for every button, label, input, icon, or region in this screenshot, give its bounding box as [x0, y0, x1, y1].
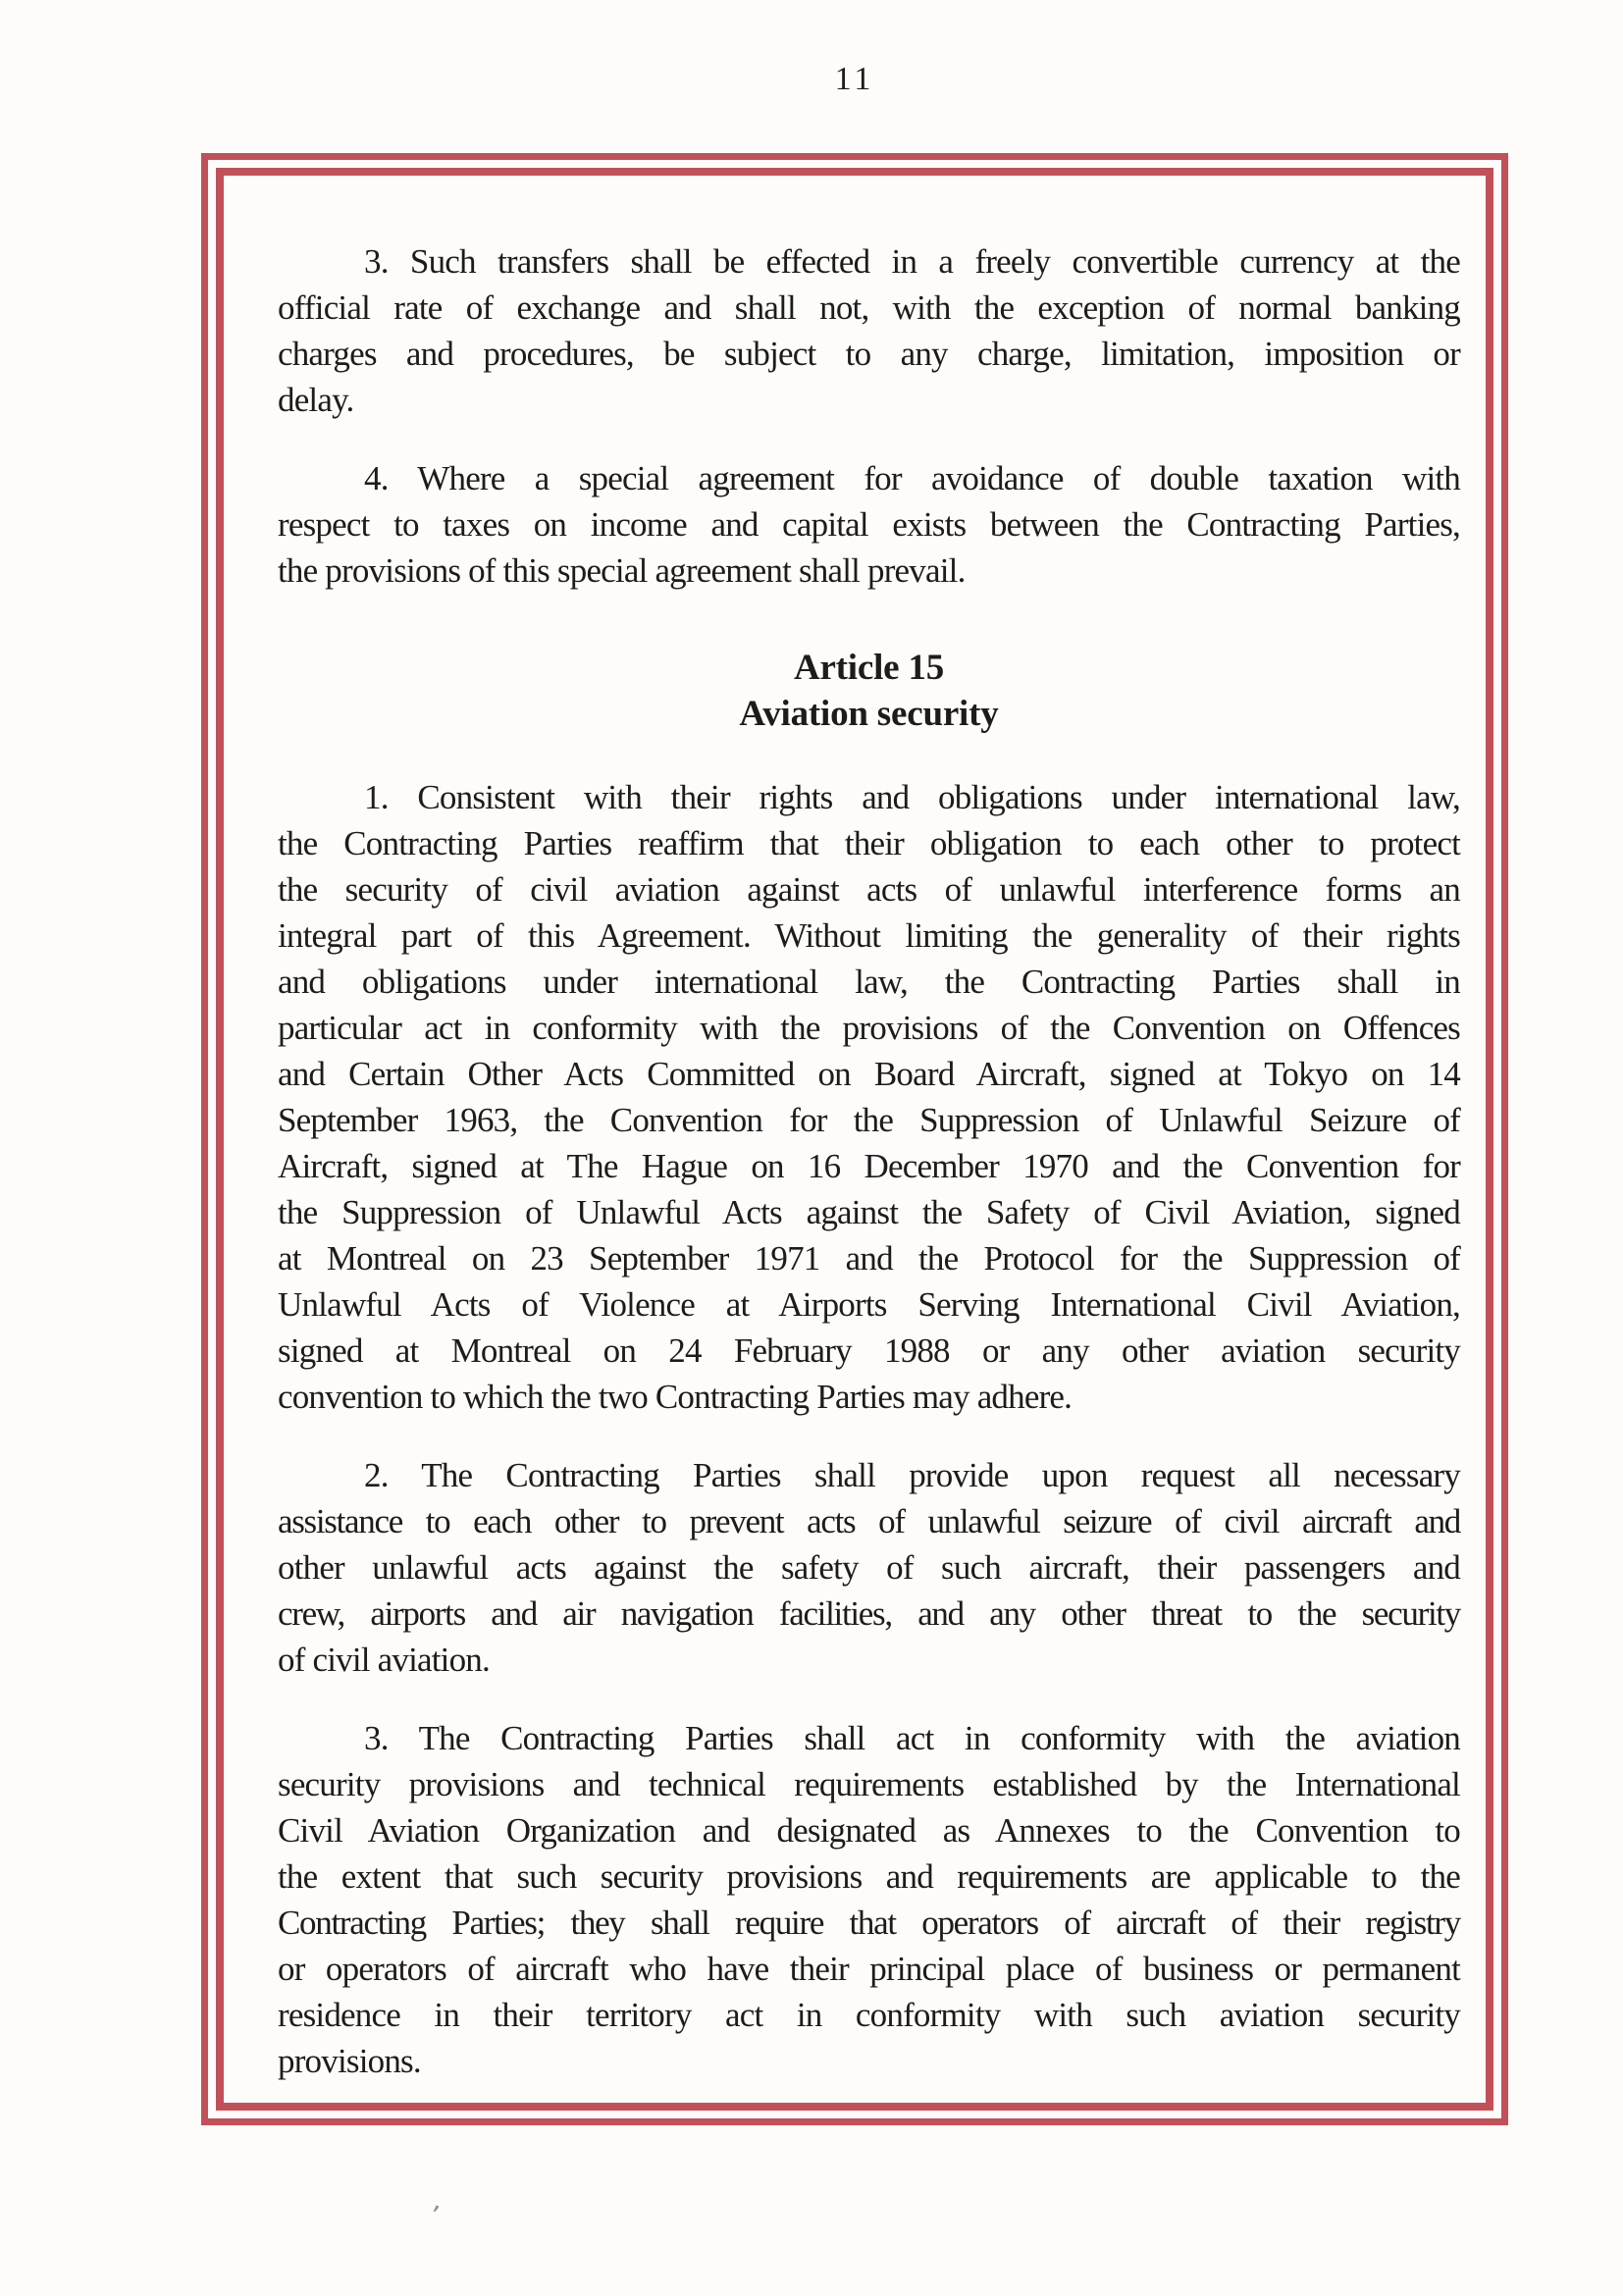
- paragraph: [278, 1452, 1460, 1683]
- text-line: the provisions of this special agreement shall prevail.: [278, 551, 966, 590]
- paragraph: [278, 455, 1460, 594]
- text-line: integral part of this Agreement. Without limiting the generality of their rights: [278, 916, 1460, 955]
- text-line: 3. The Contracting Parties shall act in conformity with the aviation: [364, 1719, 1460, 1757]
- text-line: provisions.: [278, 2042, 421, 2080]
- scan-artifact-mark: ’: [426, 2199, 443, 2233]
- text-line: 3. Such transfers shall be effected in a freely convertible currency at the: [364, 242, 1460, 281]
- text-line: residence in their territory act in conformity with such aviation security: [278, 1996, 1460, 2034]
- text-line: and Certain Other Acts Committed on Board Aircraft, signed at Tokyo on 14: [278, 1055, 1460, 1093]
- text-line: Aircraft, signed at The Hague on 16 December 1970 and the Convention for: [278, 1147, 1460, 1185]
- text-line: and obligations under international law, the Contracting Parties shall in: [278, 963, 1460, 1001]
- document-body: [278, 238, 1460, 2116]
- text-line: September 1963, the Convention for the Suppression of Unlawful Seizure of: [278, 1101, 1460, 1139]
- text-line: the Suppression of Unlawful Acts against the Safety of Civil Aviation, signed: [278, 1193, 1460, 1231]
- paragraph: [278, 238, 1460, 423]
- text-line: 1. Consistent with their rights and obligations under international law,: [364, 778, 1460, 816]
- text-line: crew, airports and air navigation facilities, and any other threat to the security: [278, 1594, 1460, 1633]
- text-line: or operators of aircraft who have their principal place of business or permanent: [278, 1950, 1460, 1988]
- text-line: other unlawful acts against the safety of such aircraft, their passengers and: [278, 1548, 1460, 1587]
- text-line: the security of civil aviation against acts of unlawful interference forms an: [278, 870, 1460, 909]
- paragraph: [278, 774, 1460, 1420]
- text-line: particular act in conformity with the provisions of the Convention on Offences: [278, 1009, 1460, 1047]
- text-line: official rate of exchange and shall not, with the exception of normal banking: [278, 288, 1460, 327]
- article-heading: [278, 645, 1460, 737]
- text-line: the Contracting Parties reaffirm that their obligation to each other to protect: [278, 824, 1460, 862]
- text-line: 4. Where a special agreement for avoidance of double taxation with: [364, 459, 1460, 497]
- text-line: respect to taxes on income and capital exists between the Contracting Parties,: [278, 505, 1460, 544]
- text-line: assistance to each other to prevent acts of unlawful seizure of civil aircraft and: [278, 1502, 1460, 1540]
- text-line: 2. The Contracting Parties shall provide upon request all necessary: [364, 1456, 1460, 1494]
- text-line: Contracting Parties; they shall require that operators of aircraft of their registry: [278, 1904, 1460, 1942]
- text-line: Unlawful Acts of Violence at Airports Serving International Civil Aviation,: [278, 1285, 1460, 1324]
- page-number: 11: [834, 61, 875, 97]
- text-line: charges and procedures, be subject to any charge, limitation, imposition or: [278, 335, 1460, 373]
- text-line: signed at Montreal on 24 February 1988 or any other aviation security: [278, 1331, 1460, 1370]
- text-line: security provisions and technical requirements established by the International: [278, 1765, 1460, 1803]
- paragraph: [278, 1715, 1460, 2084]
- article-title: Aviation security: [739, 694, 999, 734]
- text-line: at Montreal on 23 September 1971 and the Protocol for the Suppression of: [278, 1239, 1460, 1278]
- text-line: Civil Aviation Organization and designated as Annexes to the Convention to: [278, 1811, 1460, 1850]
- text-line: convention to which the two Contracting Parties may adhere.: [278, 1378, 1073, 1416]
- text-line: the extent that such security provisions and requirements are applicable to the: [278, 1857, 1460, 1896]
- text-line: delay.: [278, 381, 354, 419]
- article-number: Article 15: [793, 648, 945, 688]
- text-line: of civil aviation.: [278, 1641, 490, 1679]
